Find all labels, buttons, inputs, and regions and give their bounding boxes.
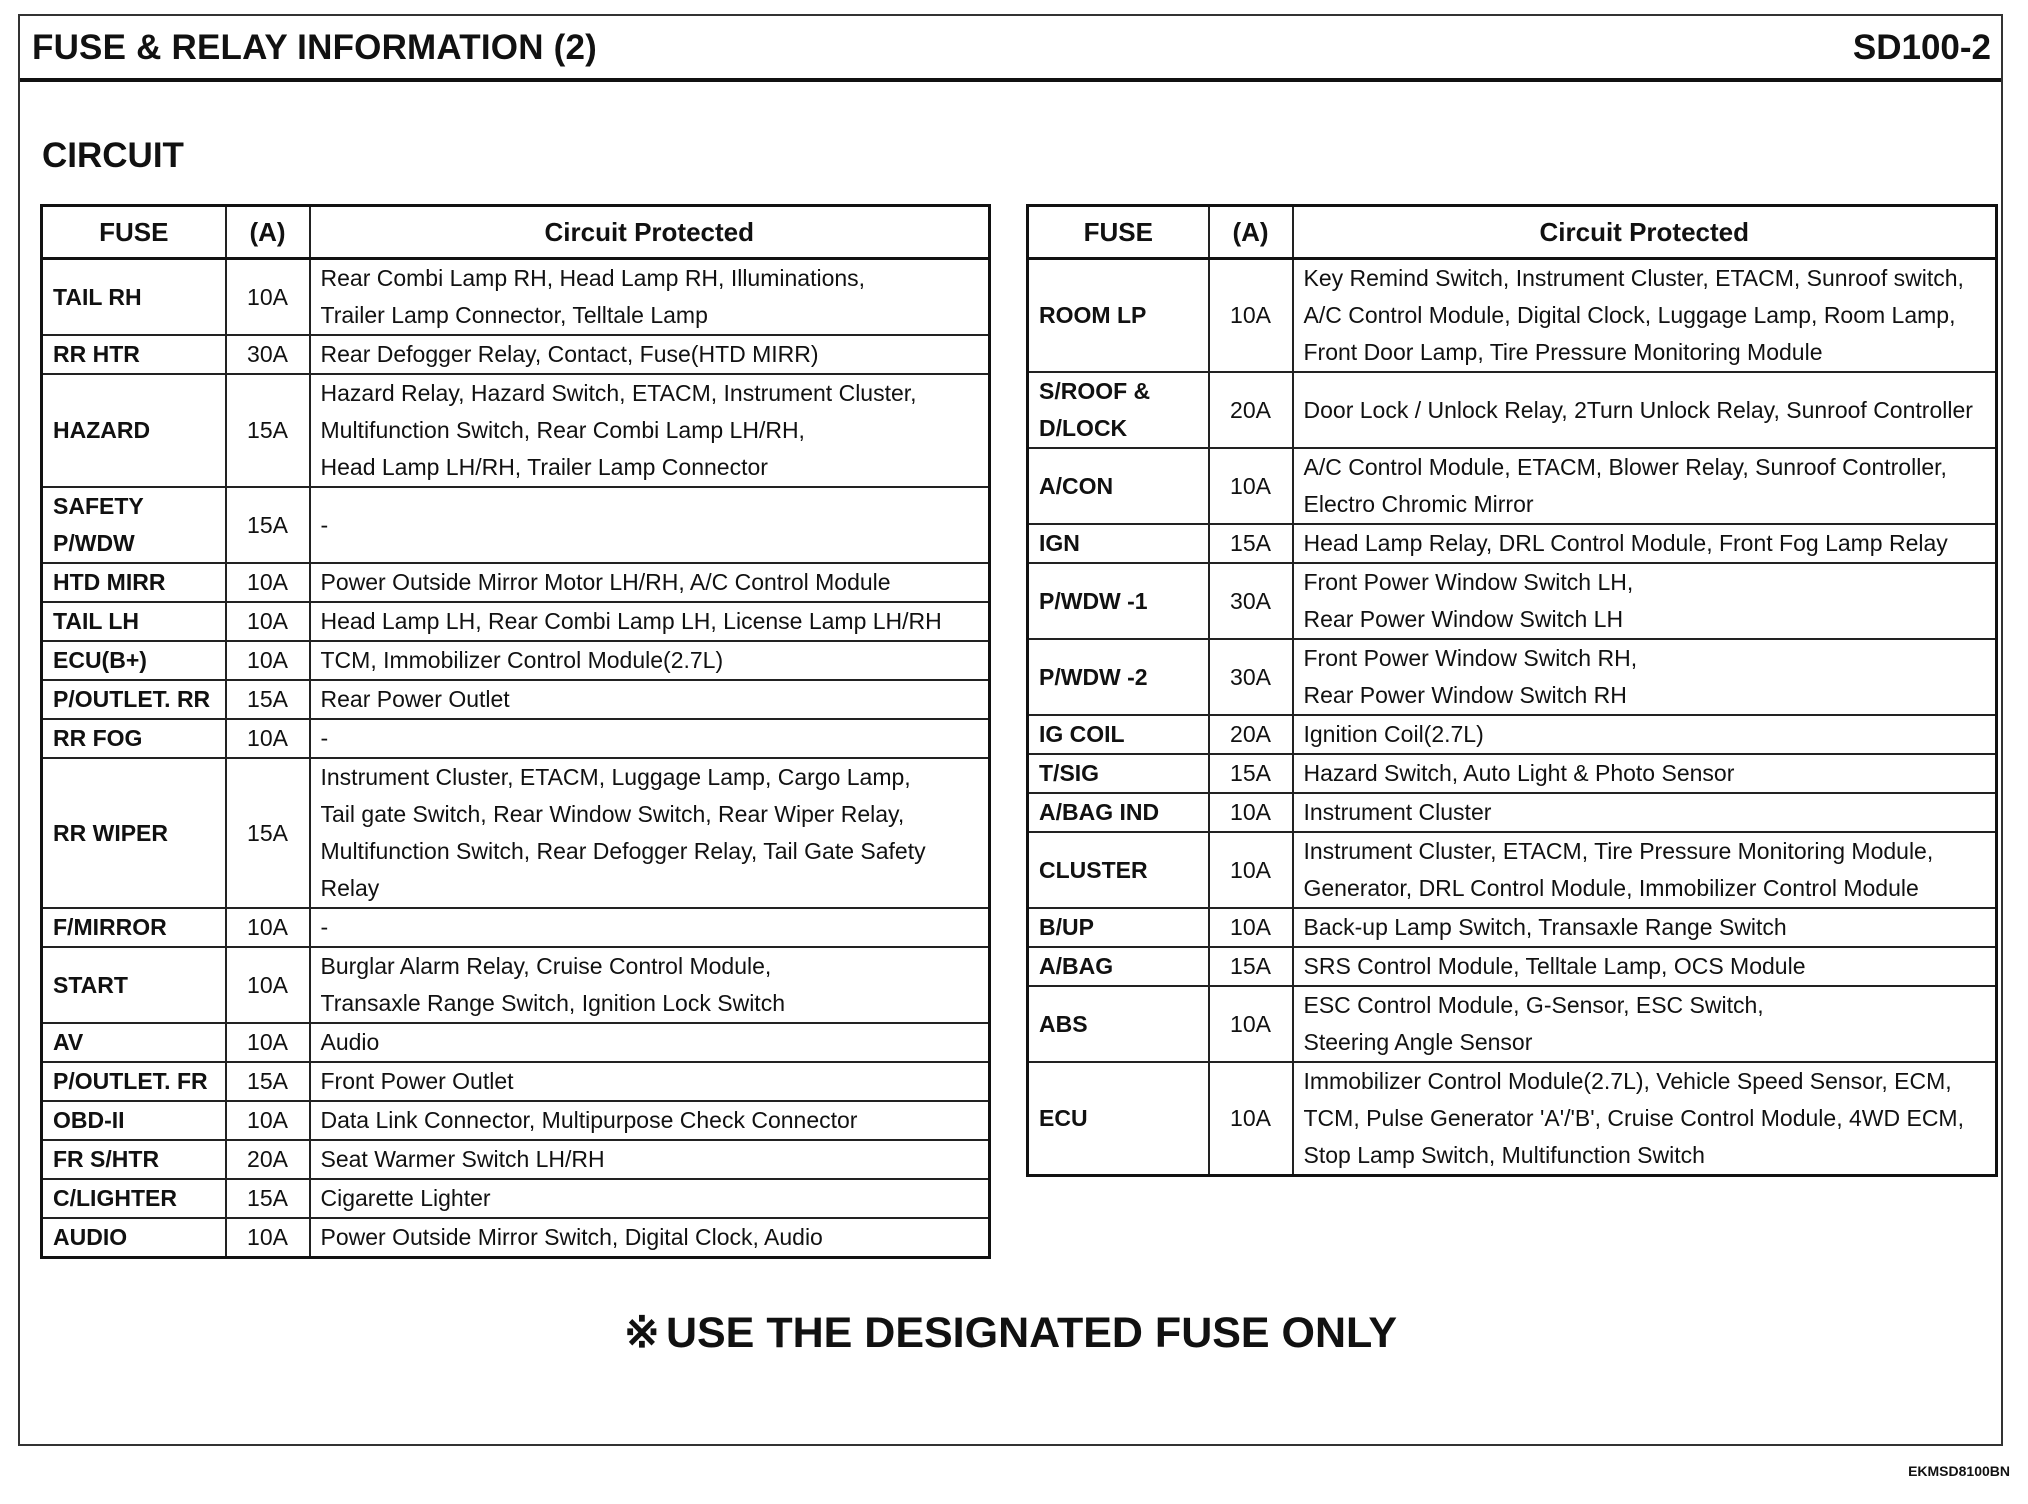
fuse-name: START bbox=[42, 947, 226, 1023]
table-row bbox=[1028, 754, 1997, 793]
circuit-protected: Front Power Window Switch LH, Rear Power Window Switch LH bbox=[1293, 563, 1997, 639]
table-row bbox=[1028, 986, 1997, 1062]
fuse-name: S/ROOF & D/LOCK bbox=[1028, 372, 1209, 448]
fuse-rating: 20A bbox=[226, 1140, 310, 1179]
fuse-name: T/SIG bbox=[1028, 754, 1209, 793]
table-row bbox=[42, 374, 990, 487]
circuit-protected: Head Lamp Relay, DRL Control Module, Front Fog Lamp Relay bbox=[1293, 524, 1997, 563]
fuse-rating: 10A bbox=[226, 259, 310, 336]
fuse-rating: 15A bbox=[226, 758, 310, 908]
fuse-rating: 15A bbox=[226, 487, 310, 563]
fuse-name: B/UP bbox=[1028, 908, 1209, 947]
column-header-circuit: Circuit Protected bbox=[310, 206, 990, 259]
section-title: CIRCUIT bbox=[42, 136, 184, 175]
fuse-name: ECU bbox=[1028, 1062, 1209, 1176]
table-row bbox=[42, 563, 990, 602]
fuse-rating: 10A bbox=[226, 602, 310, 641]
column-header-fuse: FUSE bbox=[42, 206, 226, 259]
table-header-row bbox=[42, 206, 990, 259]
fuse-name: SAFETY P/WDW bbox=[42, 487, 226, 563]
table-row bbox=[42, 1179, 990, 1218]
fuse-rating: 10A bbox=[226, 719, 310, 758]
fuse-rating: 10A bbox=[226, 947, 310, 1023]
fuse-name: TAIL RH bbox=[42, 259, 226, 336]
fuse-name: HTD MIRR bbox=[42, 563, 226, 602]
circuit-protected: Instrument Cluster, ETACM, Luggage Lamp, Cargo Lamp, Tail gate Switch, Rear Window Switch, Rear Wiper Relay, Multifunction Switch, Rear Defogger Relay, Tail Gate Safety Relay bbox=[310, 758, 990, 908]
fuse-rating: 10A bbox=[1209, 1062, 1293, 1176]
table-row bbox=[42, 1062, 990, 1101]
circuit-protected: Seat Warmer Switch LH/RH bbox=[310, 1140, 990, 1179]
circuit-protected: Door Lock / Unlock Relay, 2Turn Unlock Relay, Sunroof Controller bbox=[1293, 372, 1997, 448]
document-code: SD100-2 bbox=[1852, 28, 1991, 67]
fuse-rating: 10A bbox=[1209, 259, 1293, 373]
column-header-amp: (A) bbox=[226, 206, 310, 259]
fuse-rating: 30A bbox=[1209, 639, 1293, 715]
fuse-rating: 10A bbox=[1209, 908, 1293, 947]
fuse-rating: 10A bbox=[226, 1101, 310, 1140]
fuse-rating: 10A bbox=[226, 641, 310, 680]
table-row bbox=[42, 487, 990, 563]
table-row bbox=[42, 680, 990, 719]
circuit-protected: A/C Control Module, ETACM, Blower Relay, Sunroof Controller, Electro Chromic Mirror bbox=[1293, 448, 1997, 524]
fuse-name: P/WDW -2 bbox=[1028, 639, 1209, 715]
table-header-row bbox=[1028, 206, 1997, 259]
circuit-protected: ESC Control Module, G-Sensor, ESC Switch, Steering Angle Sensor bbox=[1293, 986, 1997, 1062]
column-header-amp: (A) bbox=[1209, 206, 1293, 259]
fuse-name: F/MIRROR bbox=[42, 908, 226, 947]
circuit-protected: Hazard Switch, Auto Light & Photo Sensor bbox=[1293, 754, 1997, 793]
fuse-table-left bbox=[40, 204, 991, 1259]
page-frame bbox=[18, 14, 2003, 1446]
table-row bbox=[1028, 715, 1997, 754]
notice-text: USE THE DESIGNATED FUSE ONLY bbox=[665, 1309, 1398, 1357]
fuse-name: RR FOG bbox=[42, 719, 226, 758]
fuse-rating: 20A bbox=[1209, 715, 1293, 754]
circuit-protected: Cigarette Lighter bbox=[310, 1179, 990, 1218]
fuse-rating: 15A bbox=[226, 374, 310, 487]
table-row bbox=[42, 641, 990, 680]
fuse-name: A/CON bbox=[1028, 448, 1209, 524]
table-row bbox=[42, 1101, 990, 1140]
fuse-rating: 10A bbox=[1209, 793, 1293, 832]
fuse-name: HAZARD bbox=[42, 374, 226, 487]
circuit-protected: Front Power Window Switch RH, Rear Power Window Switch RH bbox=[1293, 639, 1997, 715]
footer-code: EKMSD8100BN bbox=[1908, 1463, 2010, 1479]
document-title: FUSE & RELAY INFORMATION (2) bbox=[32, 28, 597, 67]
fuse-name: AV bbox=[42, 1023, 226, 1062]
fuse-rating: 10A bbox=[226, 563, 310, 602]
table-row bbox=[1028, 908, 1997, 947]
circuit-protected: Key Remind Switch, Instrument Cluster, ETACM, Sunroof switch, A/C Control Module, Digital Clock, Luggage Lamp, Room Lamp, Front Door Lamp, Tire Pressure Monitoring Module bbox=[1293, 259, 1997, 373]
circuit-protected: - bbox=[310, 487, 990, 563]
table-row bbox=[42, 1140, 990, 1179]
circuit-protected: - bbox=[310, 719, 990, 758]
fuse-rating: 15A bbox=[226, 680, 310, 719]
circuit-protected: Data Link Connector, Multipurpose Check Connector bbox=[310, 1101, 990, 1140]
fuse-name: ECU(B+) bbox=[42, 641, 226, 680]
fuse-name: RR HTR bbox=[42, 335, 226, 374]
fuse-rating: 30A bbox=[1209, 563, 1293, 639]
fuse-rating: 10A bbox=[226, 1218, 310, 1258]
circuit-protected: Rear Defogger Relay, Contact, Fuse(HTD MIRR) bbox=[310, 335, 990, 374]
circuit-protected: Audio bbox=[310, 1023, 990, 1062]
fuse-rating: 20A bbox=[1209, 372, 1293, 448]
table-row bbox=[1028, 524, 1997, 563]
fuse-rating: 10A bbox=[226, 908, 310, 947]
circuit-protected: - bbox=[310, 908, 990, 947]
table-row bbox=[42, 1023, 990, 1062]
fuse-name: A/BAG bbox=[1028, 947, 1209, 986]
circuit-protected: Rear Power Outlet bbox=[310, 680, 990, 719]
column-header-fuse: FUSE bbox=[1028, 206, 1209, 259]
table-row bbox=[42, 908, 990, 947]
table-row bbox=[1028, 832, 1997, 908]
fuse-rating: 10A bbox=[226, 1023, 310, 1062]
table-row bbox=[42, 602, 990, 641]
circuit-protected: Hazard Relay, Hazard Switch, ETACM, Instrument Cluster, Multifunction Switch, Rear Combi Lamp LH/RH, Head Lamp LH/RH, Trailer Lamp Connector bbox=[310, 374, 990, 487]
fuse-name: IGN bbox=[1028, 524, 1209, 563]
designated-fuse-notice bbox=[20, 1308, 2001, 1358]
circuit-protected: Instrument Cluster, ETACM, Tire Pressure Monitoring Module, Generator, DRL Control Module, Immobilizer Control Module bbox=[1293, 832, 1997, 908]
fuse-rating: 15A bbox=[226, 1179, 310, 1218]
fuse-rating: 15A bbox=[226, 1062, 310, 1101]
circuit-protected: Front Power Outlet bbox=[310, 1062, 990, 1101]
table-row bbox=[42, 758, 990, 908]
fuse-name: IG COIL bbox=[1028, 715, 1209, 754]
fuse-name: TAIL LH bbox=[42, 602, 226, 641]
circuit-protected: TCM, Immobilizer Control Module(2.7L) bbox=[310, 641, 990, 680]
fuse-rating: 10A bbox=[1209, 448, 1293, 524]
fuse-name: ROOM LP bbox=[1028, 259, 1209, 373]
header-rule bbox=[20, 78, 2001, 82]
table-row bbox=[42, 947, 990, 1023]
column-header-circuit: Circuit Protected bbox=[1293, 206, 1997, 259]
table-row bbox=[1028, 947, 1997, 986]
table-row bbox=[1028, 639, 1997, 715]
circuit-protected: Ignition Coil(2.7L) bbox=[1293, 715, 1997, 754]
fuse-name: FR S/HTR bbox=[42, 1140, 226, 1179]
table-row bbox=[1028, 563, 1997, 639]
fuse-rating: 15A bbox=[1209, 947, 1293, 986]
circuit-protected: Burglar Alarm Relay, Cruise Control Module, Transaxle Range Switch, Ignition Lock Switch bbox=[310, 947, 990, 1023]
table-row bbox=[1028, 259, 1997, 373]
fuse-name: P/OUTLET. RR bbox=[42, 680, 226, 719]
table-row bbox=[1028, 1062, 1997, 1176]
circuit-protected: Instrument Cluster bbox=[1293, 793, 1997, 832]
fuse-name: A/BAG IND bbox=[1028, 793, 1209, 832]
circuit-protected: Back-up Lamp Switch, Transaxle Range Switch bbox=[1293, 908, 1997, 947]
circuit-protected: Immobilizer Control Module(2.7L), Vehicle Speed Sensor, ECM, TCM, Pulse Generator 'A'/'B', Cruise Control Module, 4WD ECM, Stop Lamp Switch, Multifunction Switch bbox=[1293, 1062, 1997, 1176]
fuse-name: OBD-II bbox=[42, 1101, 226, 1140]
reference-mark-icon: ※ bbox=[623, 1309, 660, 1357]
fuse-name: P/WDW -1 bbox=[1028, 563, 1209, 639]
fuse-rating: 15A bbox=[1209, 524, 1293, 563]
table-row bbox=[42, 259, 990, 336]
table-row bbox=[1028, 372, 1997, 448]
fuse-name: AUDIO bbox=[42, 1218, 226, 1258]
table-row bbox=[42, 719, 990, 758]
fuse-table-right bbox=[1026, 204, 1998, 1177]
circuit-protected: Rear Combi Lamp RH, Head Lamp RH, Illuminations, Trailer Lamp Connector, Telltale Lamp bbox=[310, 259, 990, 336]
circuit-protected: Power Outside Mirror Switch, Digital Clock, Audio bbox=[310, 1218, 990, 1258]
fuse-rating: 15A bbox=[1209, 754, 1293, 793]
fuse-name: RR WIPER bbox=[42, 758, 226, 908]
circuit-protected: Head Lamp LH, Rear Combi Lamp LH, License Lamp LH/RH bbox=[310, 602, 990, 641]
fuse-name: ABS bbox=[1028, 986, 1209, 1062]
circuit-protected: SRS Control Module, Telltale Lamp, OCS Module bbox=[1293, 947, 1997, 986]
table-row bbox=[42, 1218, 990, 1258]
fuse-rating: 10A bbox=[1209, 986, 1293, 1062]
circuit-protected: Power Outside Mirror Motor LH/RH, A/C Control Module bbox=[310, 563, 990, 602]
fuse-name: C/LIGHTER bbox=[42, 1179, 226, 1218]
fuse-rating: 30A bbox=[226, 335, 310, 374]
table-row bbox=[1028, 793, 1997, 832]
fuse-rating: 10A bbox=[1209, 832, 1293, 908]
fuse-name: P/OUTLET. FR bbox=[42, 1062, 226, 1101]
table-row bbox=[1028, 448, 1997, 524]
table-row bbox=[42, 335, 990, 374]
fuse-name: CLUSTER bbox=[1028, 832, 1209, 908]
